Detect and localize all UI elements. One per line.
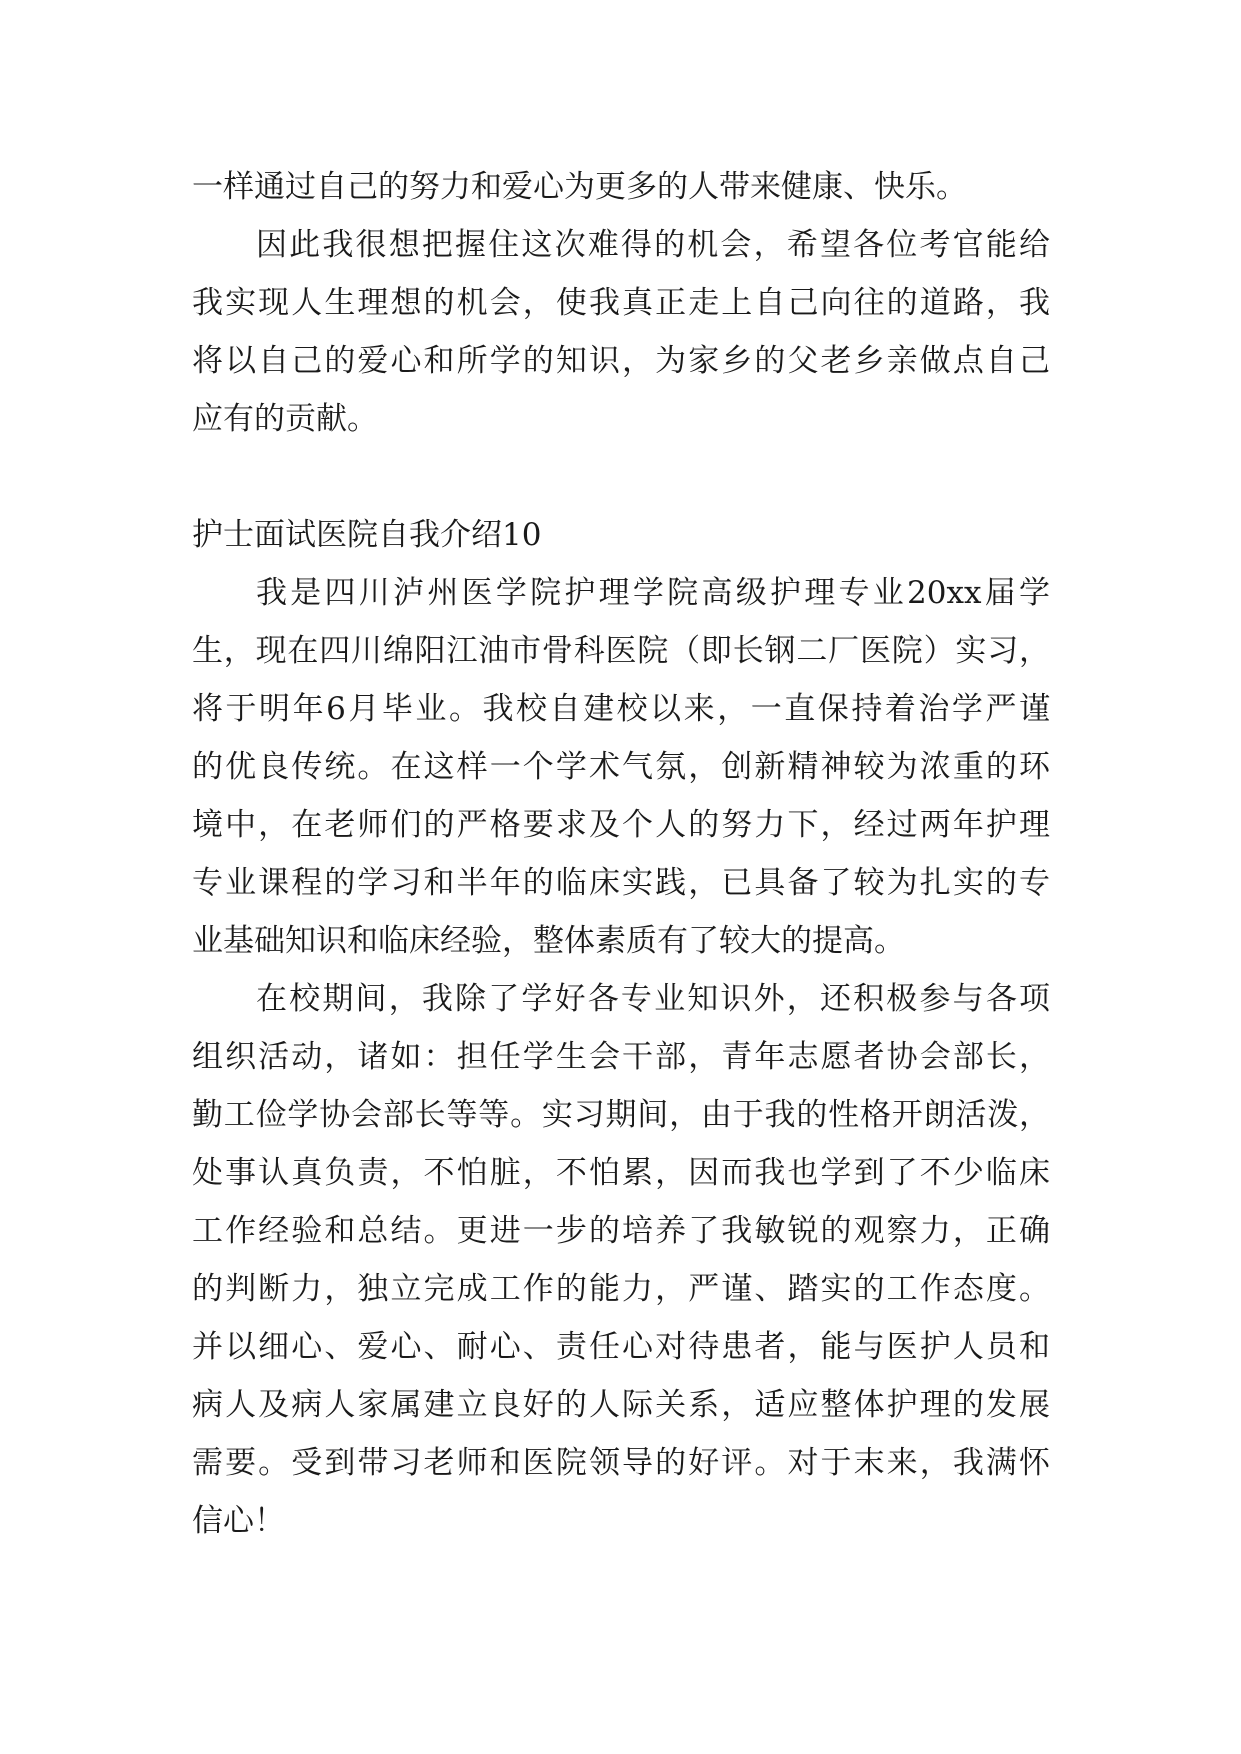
text-line: 将以自己的爱心和所学的知识，为家乡的父老乡亲做点自己 [192, 343, 1050, 379]
text-line: 的优良传统。在这样一个学术气氛，创新精神较为浓重的环 [192, 749, 1050, 785]
section-gap [192, 448, 1050, 506]
text-line: 在校期间，我除了学好各专业知识外，还积极参与各项 [256, 981, 1050, 1017]
paragraph-continued [192, 158, 1050, 216]
text-line: 病人及病人家属建立良好的人际关系，适应整体护理的发展 [192, 1387, 1050, 1423]
text-line: 将于明年6月毕业。我校自建校以来，一直保持着治学严谨 [192, 691, 1050, 727]
text-line: 我是四川泸州医学院护理学院高级护理专业20xx届学 [256, 575, 1050, 611]
paragraph-hope [192, 216, 1050, 448]
text-line: 的判断力，独立完成工作的能力，严谨、踏实的工作态度。 [192, 1271, 1050, 1307]
text-line: 工作经验和总结。更进一步的培养了我敏锐的观察力，正确 [192, 1213, 1050, 1249]
text-line: 因此我很想把握住这次难得的机会，希望各位考官能给 [256, 227, 1050, 263]
paragraph-intro [192, 564, 1050, 970]
text-line: 勤工俭学协会部长等等。实习期间，由于我的性格开朗活泼， [192, 1097, 1050, 1133]
document-page [192, 158, 1050, 1550]
paragraph-school [192, 970, 1050, 1550]
text-line: 我实现人生理想的机会，使我真正走上自己向往的道路，我 [192, 285, 1050, 321]
text-line: 处事认真负责，不怕脏，不怕累，因而我也学到了不少临床 [192, 1155, 1050, 1191]
text-line: 组织活动，诸如：担任学生会干部，青年志愿者协会部长， [192, 1039, 1050, 1075]
text-line: 信心！ [192, 1503, 285, 1539]
text-line: 境中，在老师们的严格要求及个人的努力下，经过两年护理 [192, 807, 1050, 843]
section-title: 护士面试医院自我介绍10 [192, 517, 542, 553]
text-line: 生，现在四川绵阳江油市骨科医院（即长钢二厂医院）实习， [192, 633, 1050, 669]
text-line: 需要。受到带习老师和医院领导的好评。对于末来，我满怀 [192, 1445, 1050, 1481]
text-line: 并以细心、爱心、耐心、责任心对待患者，能与医护人员和 [192, 1329, 1050, 1365]
text-line: 专业课程的学习和半年的临床实践，已具备了较为扎实的专 [192, 865, 1050, 901]
text-line: 应有的贡献。 [192, 401, 378, 437]
text-line: 一样通过自己的努力和爱心为更多的人带来健康、快乐。 [192, 169, 967, 205]
text-line: 业基础知识和临床经验，整体素质有了较大的提高。 [192, 923, 905, 959]
